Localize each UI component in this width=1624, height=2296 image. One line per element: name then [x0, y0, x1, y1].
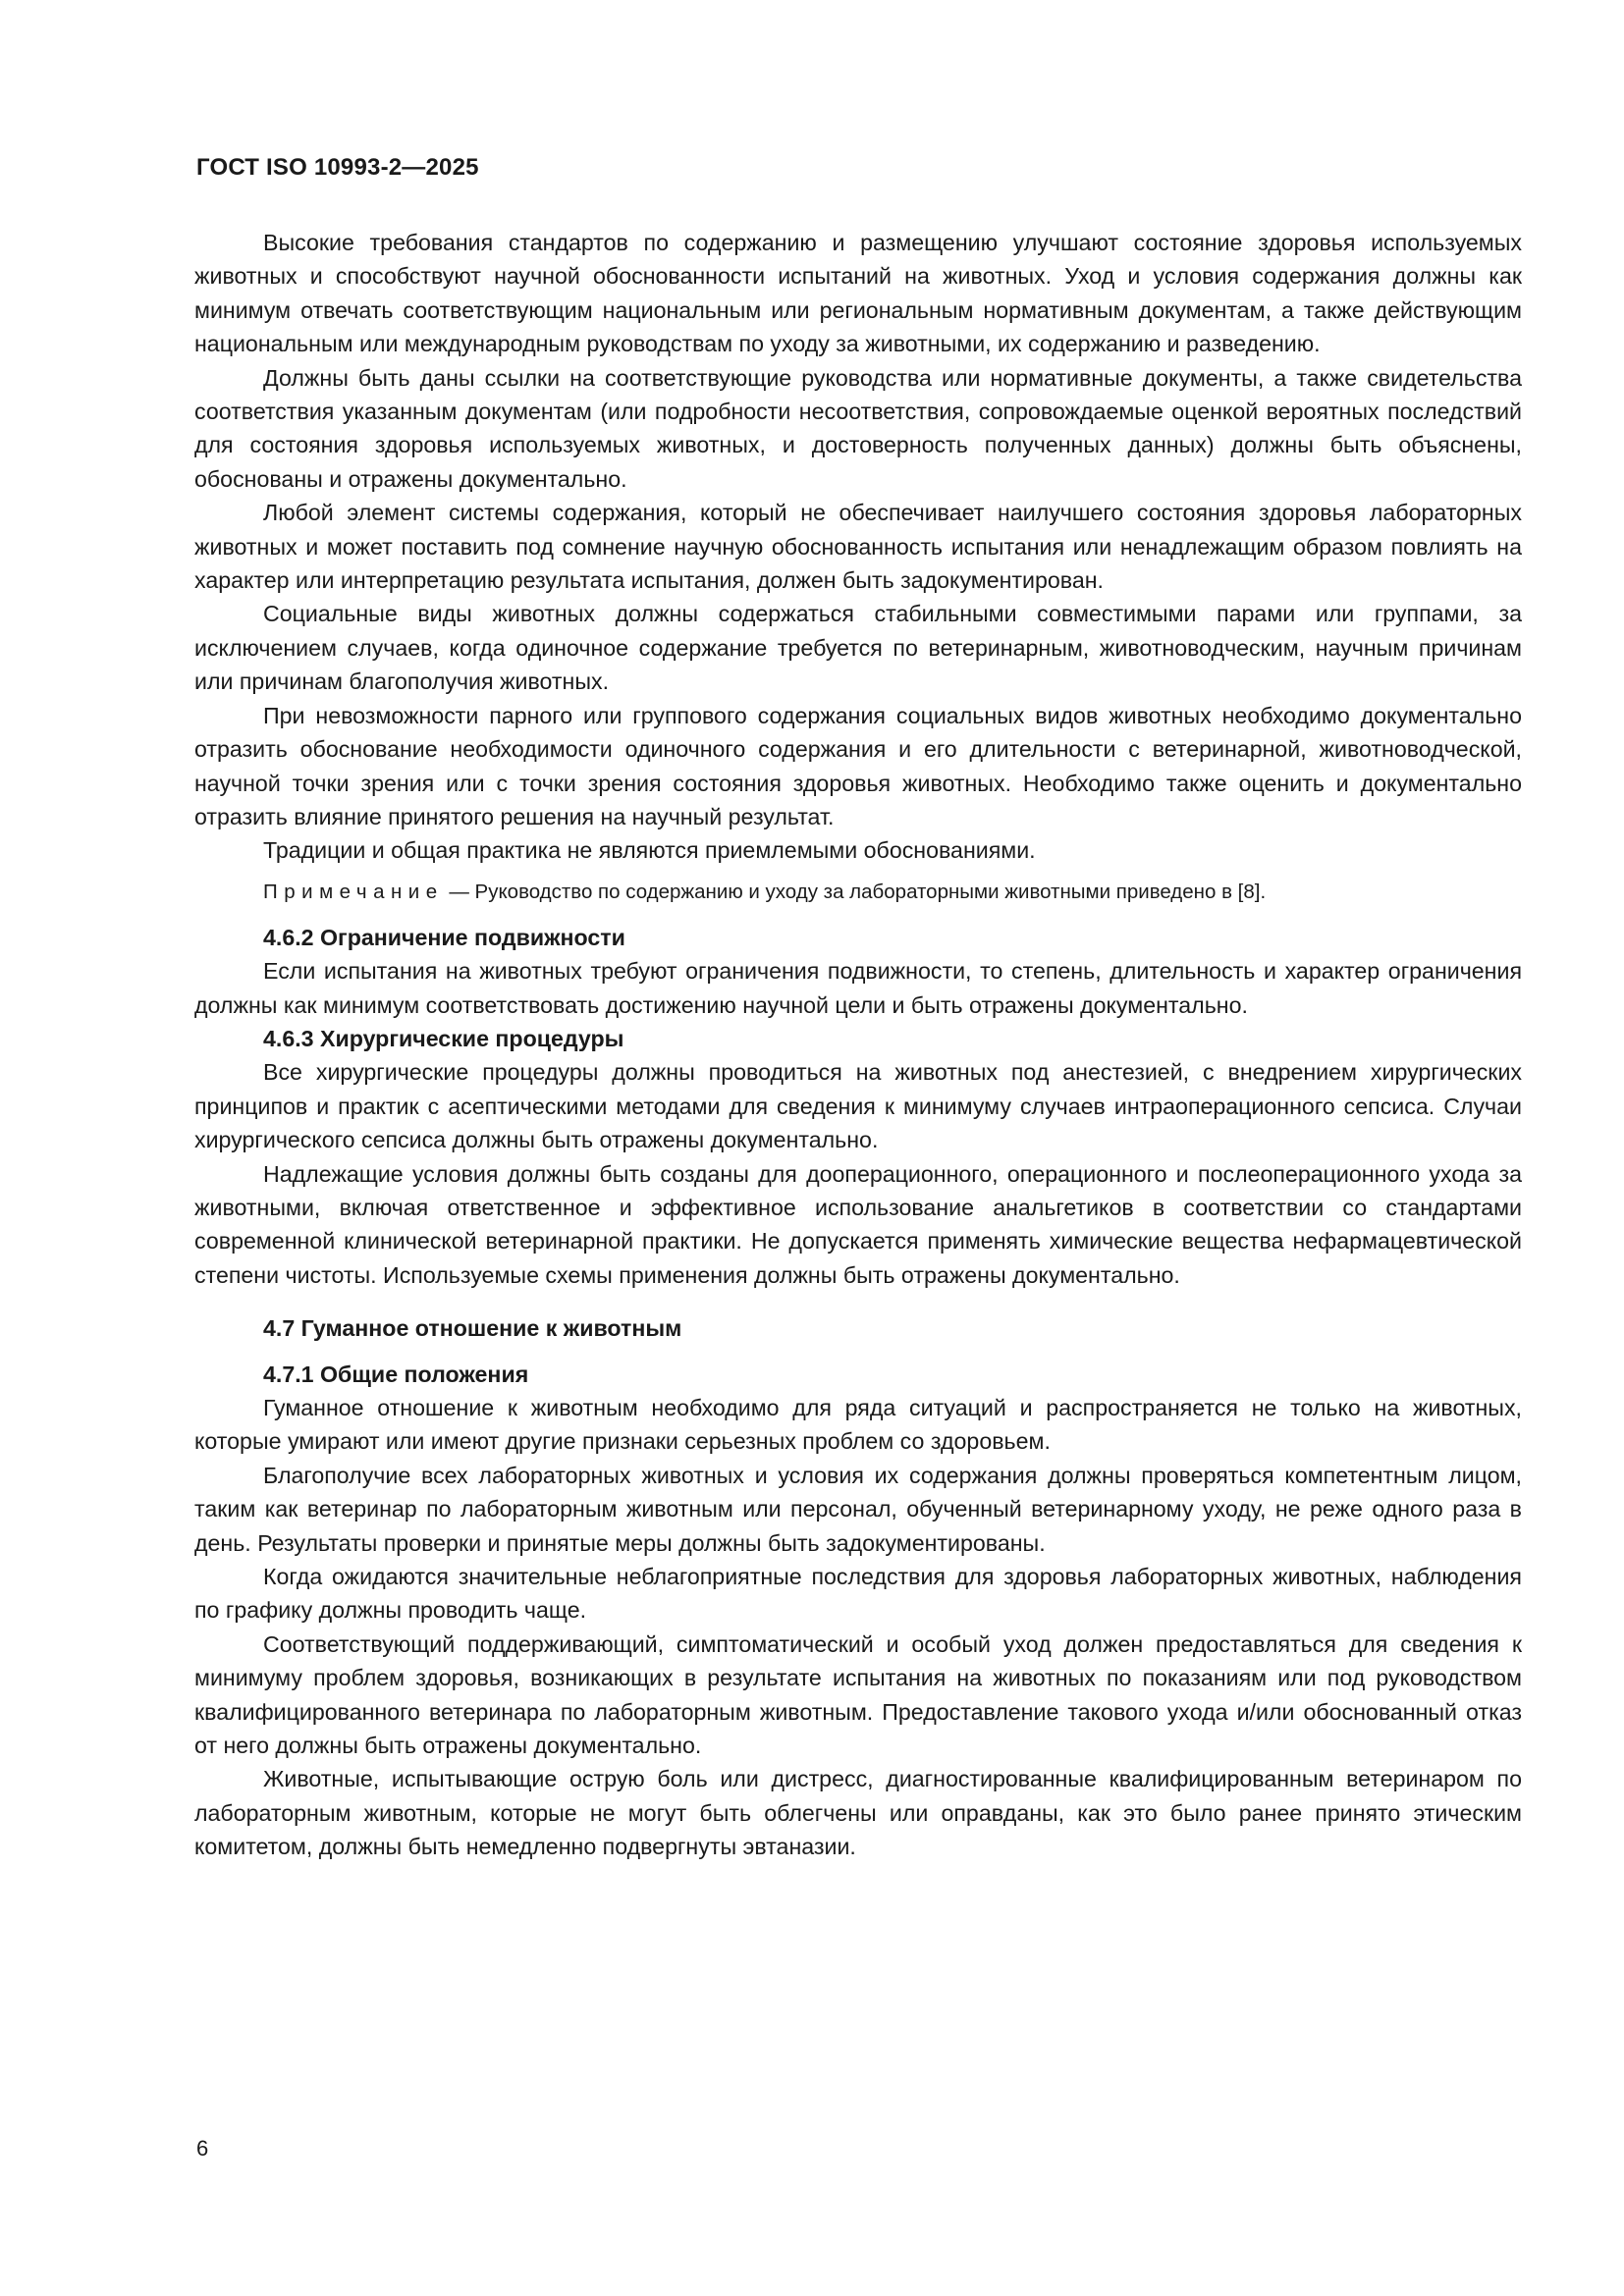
paragraph: Должны быть даны ссылки на соответствующие руководства или нормативные документы, а также свидетельства соответствия указанным документам (или подробности несоответствия, сопровождаемые оценкой вероятных последствий для состояния здоровья используемых животных, и достоверность полученных данных) должны быть объяснены, обоснованы и отражены документально.	[194, 364, 1522, 492]
note	[194, 878, 1522, 907]
paragraph: При невозможности парного или группового содержания социальных видов животных необходимо документально отразить обоснование необходимости одиночного содержания и его длительности с ветеринарной, животноводческой, научной точки зрения или с точки зрения состояния здоровья животных. Необходимо также оценить и документально отразить влияние принятого решения на научный результат.	[194, 702, 1522, 829]
section-heading-4-7: 4.7 Гуманное отношение к животным	[263, 1315, 682, 1342]
paragraph: Высокие требования стандартов по содержанию и размещению улучшают состояние здоровья используемых животных и способствуют научной обоснованности испытаний на животных. Уход и условия содержания должны как минимум отвечать соответствующим национальным или региональным нормативным документам, а также действующим национальным или международным руководствам по уходу за животными, их содержанию и разведению.	[194, 230, 1522, 357]
paragraph: Все хирургические процедуры должны проводиться на животных под анестезией, с внедрением хирургических принципов и практик с асептическими методами для сведения к минимуму случаев интраоперационного сепсиса. Случаи хирургического сепсиса должны быть отражены документально.	[194, 1059, 1522, 1153]
paragraph: Социальные виды животных должны содержаться стабильными совместимыми парами или группами, за исключением случаев, когда одиночное содержание требуется по ветеринарным, животноводческим, научным причинам или причинам благополучия животных.	[194, 601, 1522, 695]
document-body	[194, 226, 1522, 1864]
note-label: Примечание	[263, 880, 444, 903]
section-heading-4-6-3: 4.6.3 Хирургические процедуры	[263, 1025, 624, 1051]
paragraph: Надлежащие условия должны быть созданы для дооперационного, операционного и послеоперационного ухода за животными, включая ответственное и эффективное использование анальгетиков в соответствии со стандартами современной клинической ветеринарной практики. Не допускается применять химические вещества нефармацевтической степени чистоты. Используемые схемы применения должны быть отражены документально.	[194, 1160, 1522, 1288]
paragraph: Благополучие всех лабораторных животных и условия их содержания должны проверяться компетентным лицом, таким как ветеринар по лабораторным животным или персонал, обученный ветеринарному уходу, не реже одного раза в день. Результаты проверки и принятые меры должны быть задокументированы.	[194, 1462, 1522, 1556]
paragraph: Любой элемент системы содержания, который не обеспечивает наилучшего состояния здоровья лабораторных животных и может поставить под сомнение научную обоснованность испытания или ненадлежащим образом повлиять на характер или интерпретацию результата испытания, должен быть задокументирован.	[194, 500, 1522, 594]
paragraph: Когда ожидаются значительные неблагоприятные последствия для здоровья лабораторных животных, наблюдения по графику должны проводить чаще.	[194, 1564, 1522, 1624]
paragraph: Традиции и общая практика не являются приемлемыми обоснованиями.	[263, 837, 1036, 864]
paragraph: Животные, испытывающие острую боль или дистресс, диагностированные квалифицированным ветеринаром по лабораторным животным, которые не могут быть облегчены или оправданы, как это было ранее принято этическим комитетом, должны быть немедленно подвергнуты эвтаназии.	[194, 1766, 1522, 1860]
section-heading-4-6-2: 4.6.2 Ограничение подвижности	[263, 924, 625, 950]
document-header: ГОСТ ISO 10993-2—2025	[196, 154, 479, 181]
paragraph: Соответствующий поддерживающий, симптоматический и особый уход должен предоставляться для сведения к минимуму проблем здоровья, возникающих в результате испытания на животных по показаниям или под руководством квалифицированного ветеринара по лабораторным животным. Предоставление такового ухода и/или обоснованный отказ от него должны быть отражены документально.	[194, 1630, 1522, 1759]
section-heading-4-7-1: 4.7.1 Общие положения	[263, 1361, 529, 1387]
paragraph: Если испытания на животных требуют ограничения подвижности, то степень, длительность и характер ограничения должны как минимум соответствовать достижению научной цели и быть отражены документально.	[194, 958, 1522, 1018]
paragraph: Гуманное отношение к животным необходимо для ряда ситуаций и распространяется не только на животных, которые умирают или имеют другие признаки серьезных проблем со здоровьем.	[194, 1395, 1522, 1455]
page-number: 6	[196, 2136, 209, 2161]
note-text: — Руководство по содержанию и уходу за лабораторными животными приведено в [8].	[443, 880, 1267, 903]
